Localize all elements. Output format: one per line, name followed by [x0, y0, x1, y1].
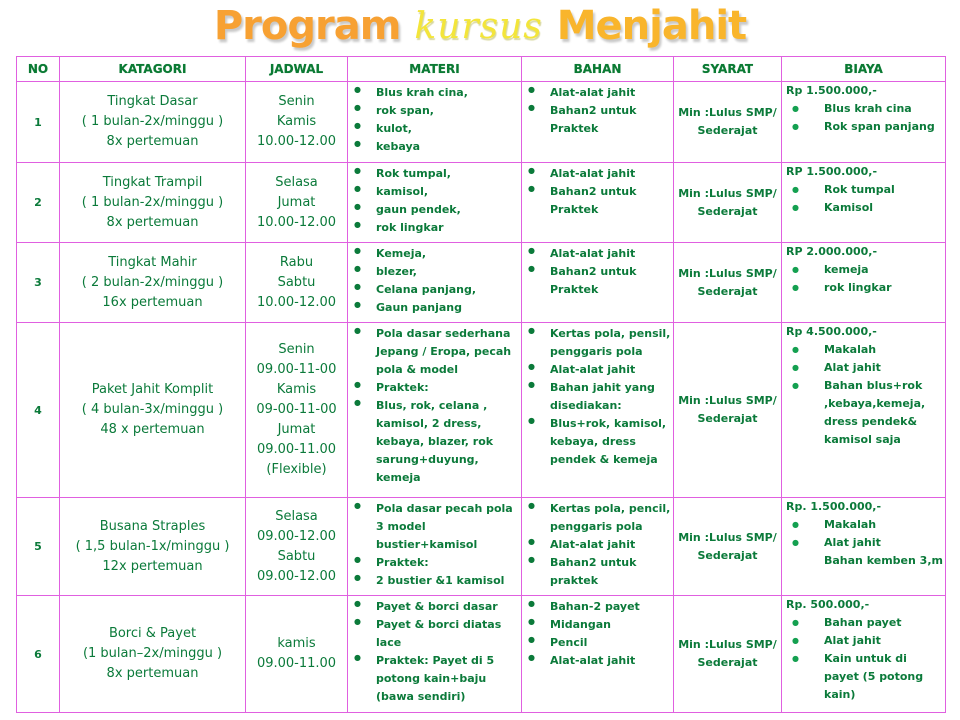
table-header-row [17, 57, 946, 82]
kategori-sessions: 48 x pertemuan [100, 422, 205, 437]
kategori-name: Tingkat Dasar [107, 94, 198, 109]
kategori-duration: ( 1,5 bulan-1x/minggu ) [75, 538, 230, 554]
kategori-name: Tingkat Mahir [108, 254, 197, 270]
table-row [17, 82, 946, 163]
jadwal-line: 09.00-12.00 [256, 528, 337, 544]
kategori-sessions: 12x pertemuan [102, 558, 203, 574]
bahan-item: ● Bahan-2 payet [528, 598, 671, 616]
biaya-item: ● Makalah [792, 516, 945, 534]
jadwal-line: Sabtu [277, 274, 316, 290]
jadwal-line: 09.00-11-00 [256, 362, 337, 377]
biaya-price: RP 1.500.000,- [786, 165, 878, 178]
syarat-line: Min :Lulus SMP/ [678, 266, 777, 280]
materi-item: ● Blus, rok, celana , kamisol, 2 dress, kebaya, blazer, rok sarung+duyung, kemeja [354, 397, 519, 487]
materi-item: ● Pola dasar pecah pola 3 model bustier+kamisol [354, 500, 519, 554]
syarat-line: Sederajat [697, 412, 758, 425]
cell-syarat [674, 243, 782, 323]
jadwal-line: 09-00-11-00 [256, 402, 337, 417]
jadwal-line: 10.00-12.00 [256, 294, 337, 310]
jadwal-line: 09.00-11.00 [256, 656, 337, 671]
cell-biaya [782, 323, 946, 498]
syarat-line: Min :Lulus SMP/ [678, 106, 777, 119]
cell-biaya [782, 82, 946, 163]
syarat-line: Sederajat [697, 656, 758, 669]
kategori-sessions: 16x pertemuan [102, 294, 203, 310]
cell-syarat [674, 163, 782, 243]
bahan-item: ● Bahan2 untuk Praktek [528, 102, 671, 138]
cell-biaya [782, 243, 946, 323]
jadwal-line: Jumat [277, 422, 316, 437]
cell-no: 4 [17, 323, 60, 498]
biaya-item: ● kemeja [792, 261, 945, 279]
jadwal-line: Jumat [277, 194, 316, 210]
table-row [17, 596, 946, 713]
cell-bahan [522, 498, 674, 596]
jadwal-line: (Flexible) [266, 462, 327, 477]
cell-syarat [674, 596, 782, 713]
materi-item: ● 2 bustier &1 kamisol [354, 572, 519, 590]
cell-no: 5 [17, 498, 60, 596]
cell-kategori [60, 243, 246, 323]
kategori-duration: ( 2 bulan-2x/minggu ) [81, 274, 224, 290]
biaya-price: Rp. 1.500.000,- [786, 500, 882, 513]
jadwal-line: 09.00-12.00 [256, 568, 337, 584]
syarat-line: Min :Lulus SMP/ [678, 638, 777, 651]
syarat-line: Min :Lulus SMP/ [678, 186, 777, 200]
cell-materi [348, 596, 522, 713]
cell-no: 3 [17, 243, 60, 323]
table-row [17, 163, 946, 243]
materi-item: ● Payet & borci diatas lace [354, 616, 519, 652]
bahan-item: ● Alat-alat jahit [528, 84, 671, 102]
cell-materi [348, 243, 522, 323]
cell-bahan [522, 323, 674, 498]
biaya-item: ● Rok span panjang [792, 118, 945, 136]
title-word-menjahit: Menjahit [556, 3, 747, 49]
biaya-item: ● Blus krah cina [792, 100, 945, 118]
cell-kategori [60, 163, 246, 243]
cell-jadwal [246, 243, 348, 323]
header-bahan: BAHAN [522, 57, 674, 82]
cell-no: 6 [17, 596, 60, 713]
materi-item: ● kulot, [354, 120, 519, 138]
cell-kategori [60, 498, 246, 596]
materi-item: ● Kemeja, [354, 245, 519, 263]
header-biaya: BIAYA [782, 57, 946, 82]
cell-biaya [782, 596, 946, 713]
syarat-line: Sederajat [697, 548, 758, 562]
cell-materi [348, 498, 522, 596]
biaya-item: ● Kain untuk di payet (5 potong kain) [792, 650, 945, 704]
biaya-item: ● Bahan payet [792, 614, 945, 632]
bahan-item: ● Alat-alat jahit [528, 652, 671, 670]
cell-bahan [522, 82, 674, 163]
biaya-item: ● Makalah [792, 341, 945, 359]
bahan-item: ● Alat-alat jahit [528, 536, 671, 554]
materi-item: ● kebaya [354, 138, 519, 156]
kategori-name: Tingkat Trampil [102, 174, 203, 190]
header-materi: MATERI [348, 57, 522, 82]
materi-item: ● blezer, [354, 263, 519, 281]
materi-item: ● Celana panjang, [354, 281, 519, 299]
bahan-item: ● Midangan [528, 616, 671, 634]
biaya-item: ● Rok tumpal [792, 181, 945, 199]
cell-jadwal [246, 498, 348, 596]
biaya-price: RP 2.000.000,- [786, 245, 878, 258]
cell-kategori [60, 82, 246, 163]
biaya-price: Rp. 500.000,- [786, 598, 870, 611]
bahan-item: ● Kertas pola, pencil, penggaris pola [528, 500, 671, 536]
materi-item: ● rok span, [354, 102, 519, 120]
biaya-extra: Bahan kemben 3,m [824, 554, 943, 567]
bahan-item: ● Bahan jahit yang disediakan: [528, 379, 671, 415]
page-title [0, 0, 960, 52]
jadwal-line: 10.00-12.00 [256, 134, 337, 149]
cell-jadwal [246, 82, 348, 163]
bahan-item: ● Alat-alat jahit [528, 165, 671, 183]
materi-item: ● Pola dasar sederhana Jepang / Eropa, pecah pola & model [354, 325, 519, 379]
bahan-item: ● Alat-alat jahit [528, 361, 671, 379]
header-no: NO [17, 57, 60, 82]
jadwal-line: Senin [278, 94, 315, 109]
cell-bahan [522, 243, 674, 323]
cell-jadwal [246, 596, 348, 713]
materi-item: ● Gaun panjang [354, 299, 519, 317]
kategori-duration: (1 bulan–2x/minggu ) [82, 646, 223, 661]
cell-syarat [674, 498, 782, 596]
cell-materi [348, 163, 522, 243]
kategori-sessions: 8x pertemuan [106, 134, 199, 149]
bahan-item: ● Bahan2 untuk Praktek [528, 263, 671, 299]
kategori-name: Paket Jahit Komplit [91, 382, 214, 397]
biaya-item: ● Kamisol [792, 199, 945, 217]
cell-biaya [782, 498, 946, 596]
cell-syarat [674, 323, 782, 498]
materi-item: ● Praktek: [354, 554, 519, 572]
jadwal-line: Kamis [276, 382, 317, 397]
cell-materi [348, 323, 522, 498]
biaya-item: ● rok lingkar [792, 279, 945, 297]
kategori-sessions: 8x pertemuan [106, 214, 199, 230]
title-word-program: Program [213, 3, 401, 49]
kategori-name: Busana Straples [99, 518, 206, 534]
biaya-price: Rp 1.500.000,- [786, 84, 877, 97]
syarat-line: Sederajat [697, 124, 758, 137]
cell-biaya [782, 163, 946, 243]
biaya-price: Rp 4.500.000,- [786, 325, 877, 338]
cell-jadwal [246, 323, 348, 498]
title-word-kursus: kursus [414, 5, 543, 47]
materi-item: ● Praktek: Payet di 5 potong kain+baju (bawa sendiri) [354, 652, 519, 706]
bahan-item: ● Kertas pola, pensil, penggaris pola [528, 325, 671, 361]
jadwal-line: 10.00-12.00 [256, 214, 337, 230]
course-table [16, 56, 946, 713]
syarat-line: Min :Lulus SMP/ [678, 530, 777, 544]
materi-item: ● Payet & borci dasar [354, 598, 519, 616]
bahan-item: ● Blus+rok, kamisol, kebaya, dress pendek & kemeja [528, 415, 671, 469]
materi-item: ● Rok tumpal, [354, 165, 519, 183]
cell-jadwal [246, 163, 348, 243]
biaya-item: ● Alat jahit [792, 632, 945, 650]
cell-kategori [60, 596, 246, 713]
biaya-item: ● Alat jahit [792, 359, 945, 377]
cell-kategori [60, 323, 246, 498]
kategori-duration: ( 4 bulan-3x/minggu ) [81, 402, 224, 417]
jadwal-line: Senin [278, 342, 315, 357]
bahan-item: ● Bahan2 untuk Praktek [528, 183, 671, 219]
kategori-duration: ( 1 bulan-2x/minggu ) [81, 114, 224, 129]
materi-item: ● gaun pendek, [354, 201, 519, 219]
biaya-item: ● Bahan blus+rok ,kebaya,kemeja, dress pendek& kamisol saja [792, 377, 945, 449]
table-row [17, 323, 946, 498]
kategori-name: Borci & Payet [108, 626, 197, 641]
materi-item: ● rok lingkar [354, 219, 519, 237]
syarat-line: Sederajat [697, 204, 758, 218]
jadwal-line: Sabtu [277, 548, 316, 564]
biaya-item: ● Alat jahit [792, 534, 945, 552]
jadwal-line: Selasa [275, 174, 318, 190]
jadwal-line: Selasa [275, 508, 318, 524]
kategori-sessions: 8x pertemuan [106, 666, 199, 681]
cell-bahan [522, 596, 674, 713]
bahan-item: ● Pencil [528, 634, 671, 652]
materi-item: ● Blus krah cina, [354, 84, 519, 102]
materi-item: ● kamisol, [354, 183, 519, 201]
table-row [17, 243, 946, 323]
header-syarat: SYARAT [674, 57, 782, 82]
materi-item: ● Praktek: [354, 379, 519, 397]
bahan-item: ● Bahan2 untuk praktek [528, 554, 671, 590]
cell-syarat [674, 82, 782, 163]
syarat-line: Min :Lulus SMP/ [678, 394, 777, 407]
jadwal-line: kamis [277, 636, 316, 651]
header-jadwal: JADWAL [246, 57, 348, 82]
bahan-item: ● Alat-alat jahit [528, 245, 671, 263]
jadwal-line: Rabu [279, 254, 314, 270]
table-row [17, 498, 946, 596]
cell-no: 1 [17, 82, 60, 163]
cell-materi [348, 82, 522, 163]
jadwal-line: 09.00-11.00 [256, 442, 337, 457]
cell-no: 2 [17, 163, 60, 243]
syarat-line: Sederajat [697, 284, 758, 298]
cell-bahan [522, 163, 674, 243]
kategori-duration: ( 1 bulan-2x/minggu ) [81, 194, 224, 210]
header-kategori: KATAGORI [60, 57, 246, 82]
jadwal-line: Kamis [276, 114, 317, 129]
